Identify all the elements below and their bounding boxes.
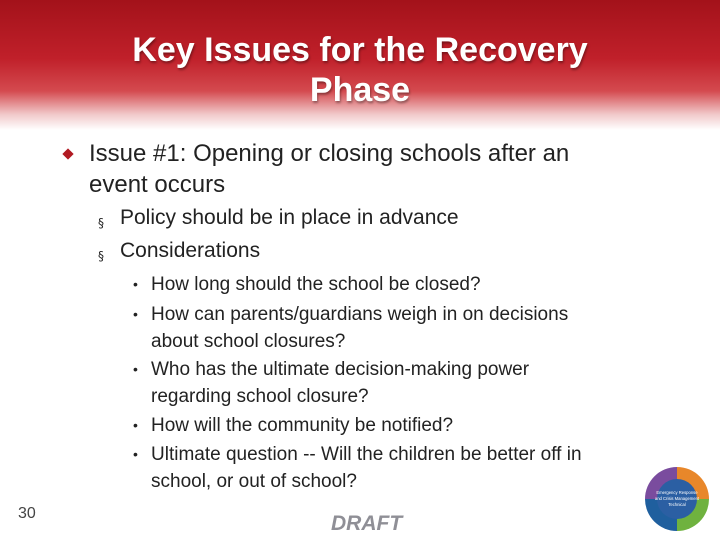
bullet-level3-line-1: How will the community be notified?: [151, 415, 454, 436]
dot-bullet-icon: •: [133, 417, 138, 433]
bullet-level3-line-2: regarding school closure?: [151, 386, 369, 407]
bullet-level3-line-1: How can parents/guardians weigh in on decisions: [151, 304, 569, 325]
bullet-level3-line-1: Who has the ultimate decision-making power: [151, 359, 530, 380]
diamond-bullet-icon: [62, 148, 73, 159]
logo-text-line-3: Technical: [668, 502, 686, 507]
slide-title-line-1: Key Issues for the Recovery: [132, 31, 588, 69]
bullet-level3-item: [133, 271, 653, 298]
bullet-level3-item: [133, 412, 653, 439]
dot-bullet-icon: •: [133, 306, 138, 322]
draft-label: DRAFT: [331, 512, 403, 535]
bullet-level3-item: [133, 441, 653, 495]
bullet-level2-policy: [98, 205, 459, 231]
bullet-level3-item: [133, 356, 653, 410]
issue-line-2: event occurs: [89, 171, 226, 198]
square-bullet-icon: §: [98, 216, 104, 230]
bullet-level1-issue: [64, 138, 684, 200]
bullet-level2-policy-text: Policy should be in place in advance: [120, 206, 459, 229]
issue-line-1: Issue #1: Opening or closing schools after an: [89, 140, 570, 167]
bullet-level3-line-1: Ultimate question -- Will the children be better off in: [151, 444, 582, 465]
dot-bullet-icon: •: [133, 276, 138, 292]
program-logo-icon: [644, 466, 710, 532]
slide-title-line-2: Phase: [309, 71, 411, 109]
dot-bullet-icon: •: [133, 361, 138, 377]
slide-title: [60, 30, 660, 110]
logo-text-line-1: Emergency Response: [656, 490, 698, 495]
dot-bullet-icon: •: [133, 446, 138, 462]
bullet-level2-considerations: [98, 238, 260, 264]
bullet-level3-item: [133, 301, 653, 355]
square-bullet-icon: §: [98, 249, 104, 263]
page-number: 30: [18, 505, 36, 522]
bullet-level3-line-2: about school closures?: [151, 331, 346, 352]
bullet-level3-line-1: How long should the school be closed?: [151, 274, 481, 295]
bullet-level2-considerations-text: Considerations: [120, 239, 261, 262]
logo-text-line-2: and Crisis Management: [654, 496, 700, 501]
bullet-level3-line-2: school, or out of school?: [151, 471, 357, 492]
